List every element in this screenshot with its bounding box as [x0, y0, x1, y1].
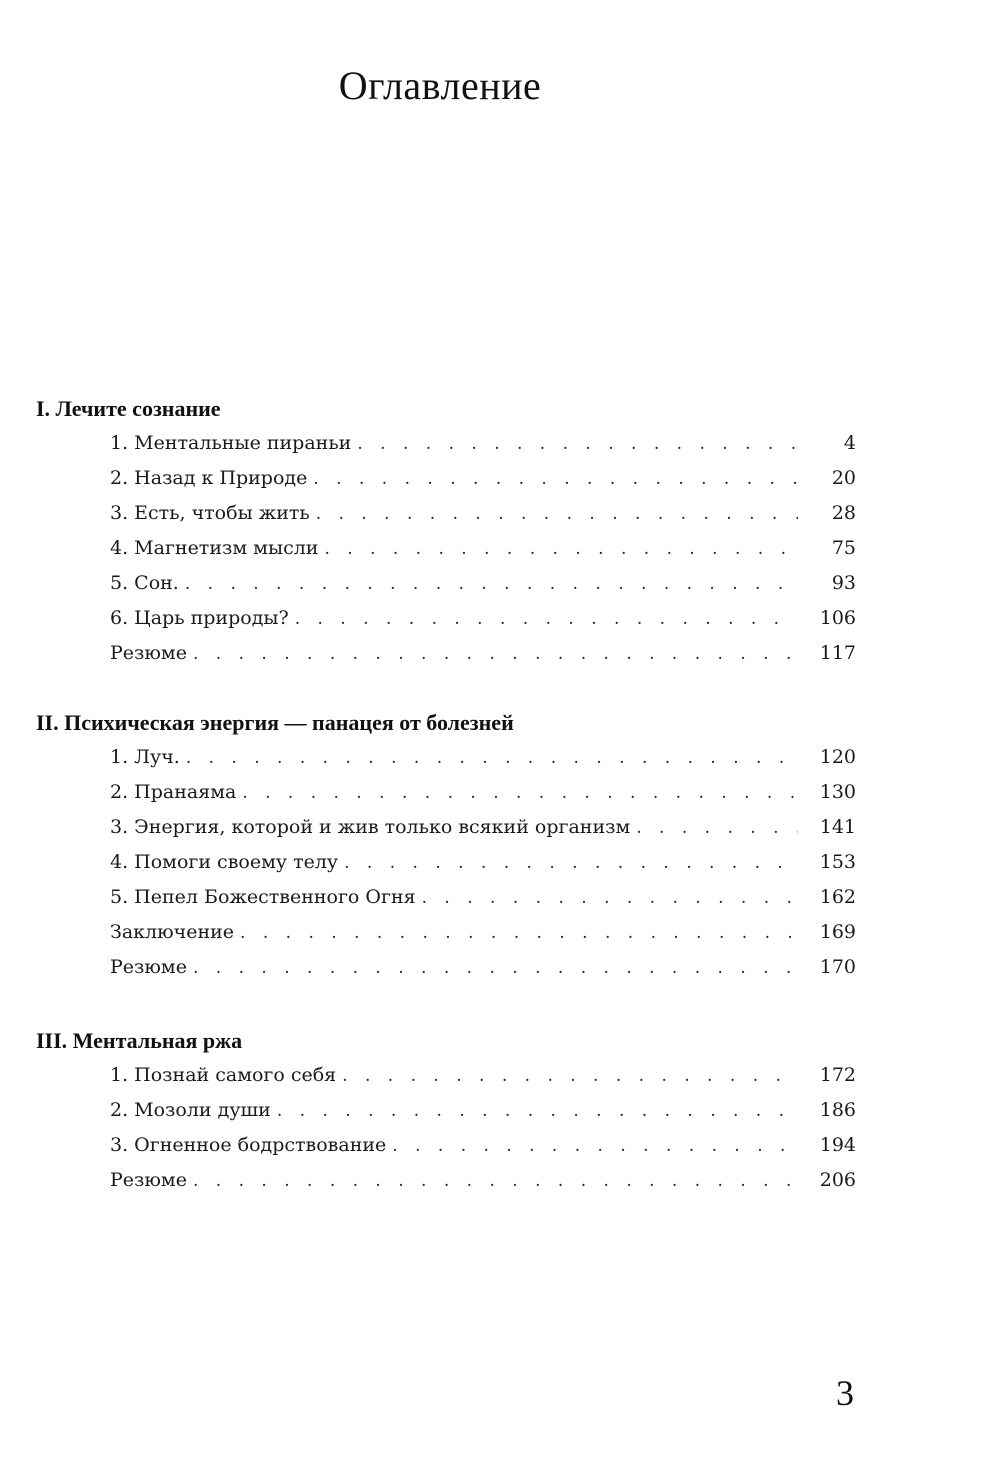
toc-section-2 — [36, 706, 866, 985]
toc-entry[interactable] — [110, 775, 856, 810]
toc-entry[interactable] — [110, 1128, 856, 1163]
toc-entry[interactable] — [110, 601, 856, 636]
entry-page: 172 — [798, 1058, 856, 1093]
entry-label: 5. Пепел Божественного Огня — [110, 880, 422, 915]
entry-label: 1. Луч. — [110, 740, 186, 775]
dot-leader — [193, 951, 798, 986]
toc-entry[interactable] — [110, 1093, 856, 1128]
entry-label: 2. Пранаяма — [110, 775, 242, 810]
dot-leader — [242, 776, 798, 811]
dot-leader — [392, 1129, 798, 1164]
dot-leader — [422, 881, 798, 916]
dot-leader — [186, 741, 798, 776]
dot-leader — [636, 811, 798, 846]
entry-page: 186 — [798, 1093, 856, 1128]
entry-label: Резюме — [110, 636, 193, 671]
entry-page: 4 — [798, 426, 856, 461]
toc-entry[interactable] — [110, 810, 856, 845]
entry-label: 1. Ментальные пираньи — [110, 426, 357, 461]
entry-page: 28 — [798, 496, 856, 531]
dot-leader — [277, 1094, 798, 1129]
toc-entry[interactable] — [110, 1058, 856, 1093]
entry-page: 75 — [798, 531, 856, 566]
entry-page: 162 — [798, 880, 856, 915]
dot-leader — [316, 497, 798, 532]
section-heading: III. Ментальная ржа — [36, 1028, 243, 1053]
entry-page: 194 — [798, 1128, 856, 1163]
entry-label: Резюме — [110, 1163, 193, 1198]
dot-leader — [193, 1164, 798, 1199]
entry-label: Заключение — [110, 915, 240, 950]
toc-entry[interactable] — [110, 1163, 856, 1198]
entry-label: 5. Сон. — [110, 566, 185, 601]
entry-label: 2. Мозоли души — [110, 1093, 277, 1128]
toc-entry[interactable] — [110, 915, 856, 950]
entry-label: 3. Огненное бодрствование — [110, 1128, 392, 1163]
entry-label: 1. Познай самого себя — [110, 1058, 342, 1093]
entry-label: 2. Назад к Природе — [110, 461, 313, 496]
entry-page: 106 — [798, 601, 856, 636]
entry-page: 169 — [798, 915, 856, 950]
entry-page: 170 — [798, 950, 856, 985]
toc-entry[interactable] — [110, 531, 856, 566]
toc-entry[interactable] — [110, 845, 856, 880]
entry-label: 3. Энергия, которой и жив только всякий организм — [110, 810, 636, 845]
dot-leader — [342, 1059, 798, 1094]
entry-page: 141 — [798, 810, 856, 845]
entry-page: 120 — [798, 740, 856, 775]
page-title: Оглавление — [338, 63, 542, 108]
dot-leader — [357, 427, 798, 462]
entry-label: Резюме — [110, 950, 193, 985]
entry-label: 4. Помоги своему телу — [110, 845, 344, 880]
toc-entry[interactable] — [110, 496, 856, 531]
toc-section-3 — [36, 1024, 866, 1198]
dot-leader — [324, 532, 798, 567]
dot-leader — [240, 916, 798, 951]
toc-section-1 — [36, 392, 866, 671]
page-number: 3 — [836, 1373, 854, 1413]
toc-entry[interactable] — [110, 950, 856, 985]
dot-leader — [344, 846, 798, 881]
toc-entry[interactable] — [110, 880, 856, 915]
entry-page: 117 — [798, 636, 856, 671]
entry-label: 6. Царь природы? — [110, 601, 295, 636]
entry-page: 130 — [798, 775, 856, 810]
dot-leader — [313, 462, 798, 497]
dot-leader — [185, 567, 798, 602]
dot-leader — [193, 637, 798, 672]
toc-entry[interactable] — [110, 461, 856, 496]
toc-entry[interactable] — [110, 636, 856, 671]
toc-entry[interactable] — [110, 740, 856, 775]
entry-page: 93 — [798, 566, 856, 601]
section-heading: II. Психическая энергия — панацея от болезней — [36, 710, 514, 735]
entry-page: 20 — [798, 461, 856, 496]
entry-page: 206 — [798, 1163, 856, 1198]
section-heading: I. Лечите сознание — [36, 396, 221, 421]
toc-entry[interactable] — [110, 566, 856, 601]
dot-leader — [295, 602, 798, 637]
entry-page: 153 — [798, 845, 856, 880]
toc-entry[interactable] — [110, 426, 856, 461]
entry-label: 4. Магнетизм мысли — [110, 531, 324, 566]
entry-label: 3. Есть, чтобы жить — [110, 496, 316, 531]
